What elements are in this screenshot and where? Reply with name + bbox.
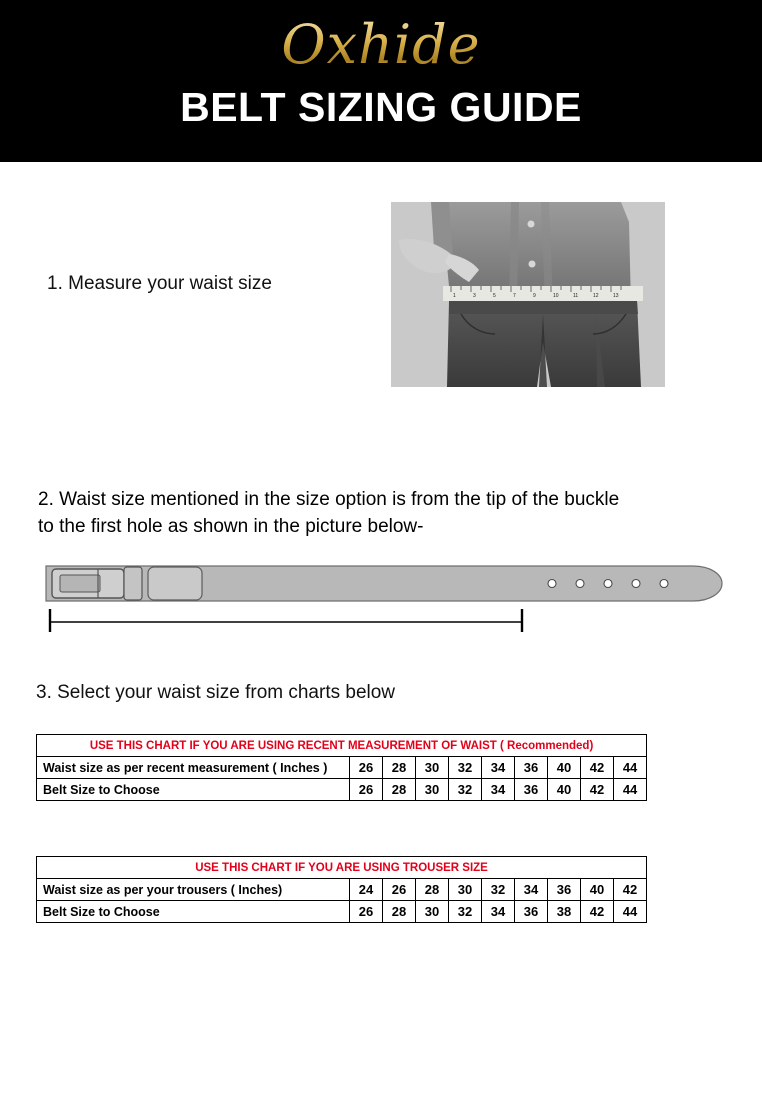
svg-text:10: 10: [553, 293, 559, 299]
cell: 30: [416, 757, 449, 779]
page-title: BELT SIZING GUIDE: [180, 84, 582, 130]
cell: 34: [482, 779, 515, 801]
cell: 36: [515, 757, 548, 779]
table-row: [37, 879, 647, 901]
row-label: Waist size as per your trousers ( Inches): [37, 879, 350, 901]
chart-trouser-size: [36, 856, 647, 923]
belt-diagram: [38, 556, 728, 641]
step-3-text: 3. Select your waist size from charts below: [36, 682, 396, 703]
chart-banner-row: [37, 857, 647, 879]
brand-logo: Oxhide: [281, 13, 481, 76]
cell: 36: [515, 779, 548, 801]
svg-text:7: 7: [513, 293, 516, 299]
cell: 36: [548, 879, 581, 901]
chart-recent-measurement: [36, 734, 647, 801]
cell: 30: [416, 779, 449, 801]
cell: 32: [449, 757, 482, 779]
step-2-line-1: 2. Waist size mentioned in the size option is from the tip of the buckle: [38, 489, 620, 510]
row-label: Waist size as per recent measurement ( Inches ): [37, 757, 350, 779]
row-label: Belt Size to Choose: [37, 901, 350, 923]
row-label: Belt Size to Choose: [37, 779, 350, 801]
cell: 42: [581, 779, 614, 801]
cell: 32: [449, 901, 482, 923]
step-2-text: [38, 486, 752, 540]
cell: 26: [350, 779, 383, 801]
cell: 26: [350, 901, 383, 923]
page-header: [0, 0, 762, 162]
cell: 40: [581, 879, 614, 901]
cell: 26: [350, 757, 383, 779]
cell: 34: [482, 757, 515, 779]
cell: 28: [416, 879, 449, 901]
step-1-text: 1. Measure your waist size: [47, 273, 272, 294]
svg-text:3: 3: [473, 293, 476, 299]
svg-text:1: 1: [453, 293, 456, 299]
table-row: [37, 779, 647, 801]
cell: 36: [515, 901, 548, 923]
cell: 32: [482, 879, 515, 901]
chart-banner-row: [37, 735, 647, 757]
svg-text:13: 13: [613, 293, 619, 299]
cell: 30: [416, 901, 449, 923]
cell: 40: [548, 757, 581, 779]
cell: 44: [614, 779, 647, 801]
chart-trouser-banner: USE THIS CHART IF YOU ARE USING TROUSER SIZE: [37, 857, 647, 879]
cell: 32: [449, 779, 482, 801]
table-row: [37, 757, 647, 779]
cell: 42: [581, 901, 614, 923]
cell: 30: [449, 879, 482, 901]
cell: 44: [614, 901, 647, 923]
cell: 26: [383, 879, 416, 901]
waist-measurement-photo: [391, 202, 665, 387]
cell: 42: [581, 757, 614, 779]
svg-text:5: 5: [493, 293, 496, 299]
cell: 28: [383, 757, 416, 779]
cell: 28: [383, 779, 416, 801]
cell: 38: [548, 901, 581, 923]
cell: 34: [515, 879, 548, 901]
cell: 40: [548, 779, 581, 801]
svg-text:11: 11: [573, 293, 579, 299]
cell: 28: [383, 901, 416, 923]
cell: 34: [482, 901, 515, 923]
cell: 42: [614, 879, 647, 901]
svg-text:12: 12: [593, 293, 599, 299]
step-2-line-2: to the first hole as shown in the picture below-: [38, 516, 424, 537]
chart-recent-banner: USE THIS CHART IF YOU ARE USING RECENT MEASUREMENT OF WAIST ( Recommended): [37, 735, 647, 757]
cell: 44: [614, 757, 647, 779]
svg-text:9: 9: [533, 293, 536, 299]
table-row: [37, 901, 647, 923]
cell: 24: [350, 879, 383, 901]
